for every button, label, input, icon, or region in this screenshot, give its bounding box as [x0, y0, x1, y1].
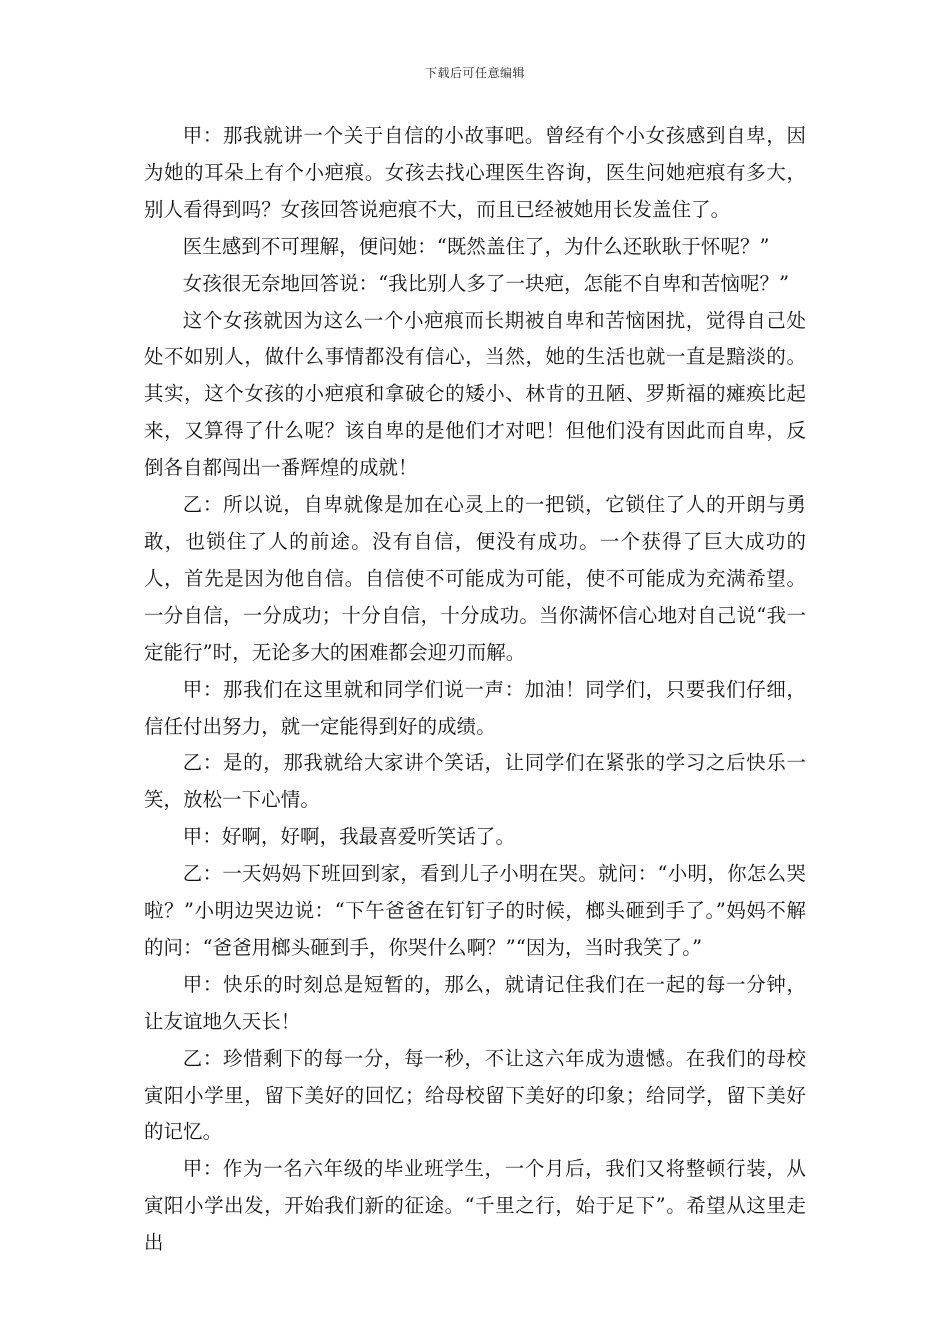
paragraph: 甲：那我们在这里就和同学们说一声：加油！同学们，只要我们仔细，信任付出努力，就一定能得到好的成绩。 [144, 677, 806, 738]
paragraph: 甲：快乐的时刻总是短暂的，那么，就请记住我们在一起的每一分钟，让友谊地久天长！ [144, 972, 806, 1033]
paragraph: 甲：作为一名六年级的毕业班学生，一个月后，我们又将整顿行装，从寅阳小学出发，开始我们新的征途。“千里之行，始于足下”。希望从这里走出 [144, 1157, 806, 1255]
paragraph: 医生感到不可理解，便问她：“既然盖住了，为什么还耿耿于怀呢？” [182, 234, 770, 258]
document-body [144, 118, 806, 1262]
paragraph: 女孩很无奈地回答说：“我比别人多了一块疤，怎能不自卑和苦恼呢？” [182, 271, 790, 295]
paragraph: 乙：珍惜剩下的每一分，每一秒，不让这六年成为遗憾。在我们的母校寅阳小学里，留下美好的回忆；给母校留下美好的印象；给同学，留下美好的记忆。 [144, 1046, 806, 1144]
paragraph: 甲：好啊，好啊，我最喜爱听笑话了。 [182, 825, 515, 849]
page-header: 下载后可任意编辑 [424, 66, 525, 80]
paragraph: 乙：是的，那我就给大家讲个笑话，让同学们在紧张的学习之后快乐一笑，放松一下心情。 [144, 751, 806, 812]
paragraph: 这个女孩就因为这么一个小疤痕而长期被自卑和苦恼困扰，觉得自己处处不如别人，做什么事情都没有信心，当然，她的生活也就一直是黯淡的。其实，这个女孩的小疤痕和拿破仑的矮小、林肯的丑陋、罗斯福的瘫痪比起来，又算得了什么呢？该自卑的是他们才对吧！但他们没有因此而自卑，反倒各自都闯出一番辉煌的成就！ [144, 308, 806, 480]
paragraph: 乙：一天妈妈下班回到家，看到儿子小明在哭。就问：“小明，你怎么哭啦？”小明边哭边说：“下午爸爸在钉钉子的时候，榔头砸到手了。”妈妈不解的问：“爸爸用榔头砸到手，你哭什么啊？”“因为，当时我笑了。” [144, 862, 806, 959]
paragraph: 甲：那我就讲一个关于自信的小故事吧。曾经有个小女孩感到自卑，因为她的耳朵上有个小疤痕。女孩去找心理医生咨询，医生问她疤痕有多大，别人看得到吗？女孩回答说疤痕不大，而且已经被她用长发盖住了。 [144, 124, 806, 221]
paragraph: 乙：所以说，自卑就像是加在心灵上的一把锁，它锁住了人的开朗与勇敢，也锁住了人的前途。没有自信，便没有成功。一个获得了巨大成功的人，首先是因为他自信。自信使不可能成为可能，使不可能成为充满希望。一分自信，一分成功；十分自信，十分成功。当你满怀信心地对自己说“我一定能行”时，无论多大的困难都会迎刃而解。 [144, 493, 806, 664]
